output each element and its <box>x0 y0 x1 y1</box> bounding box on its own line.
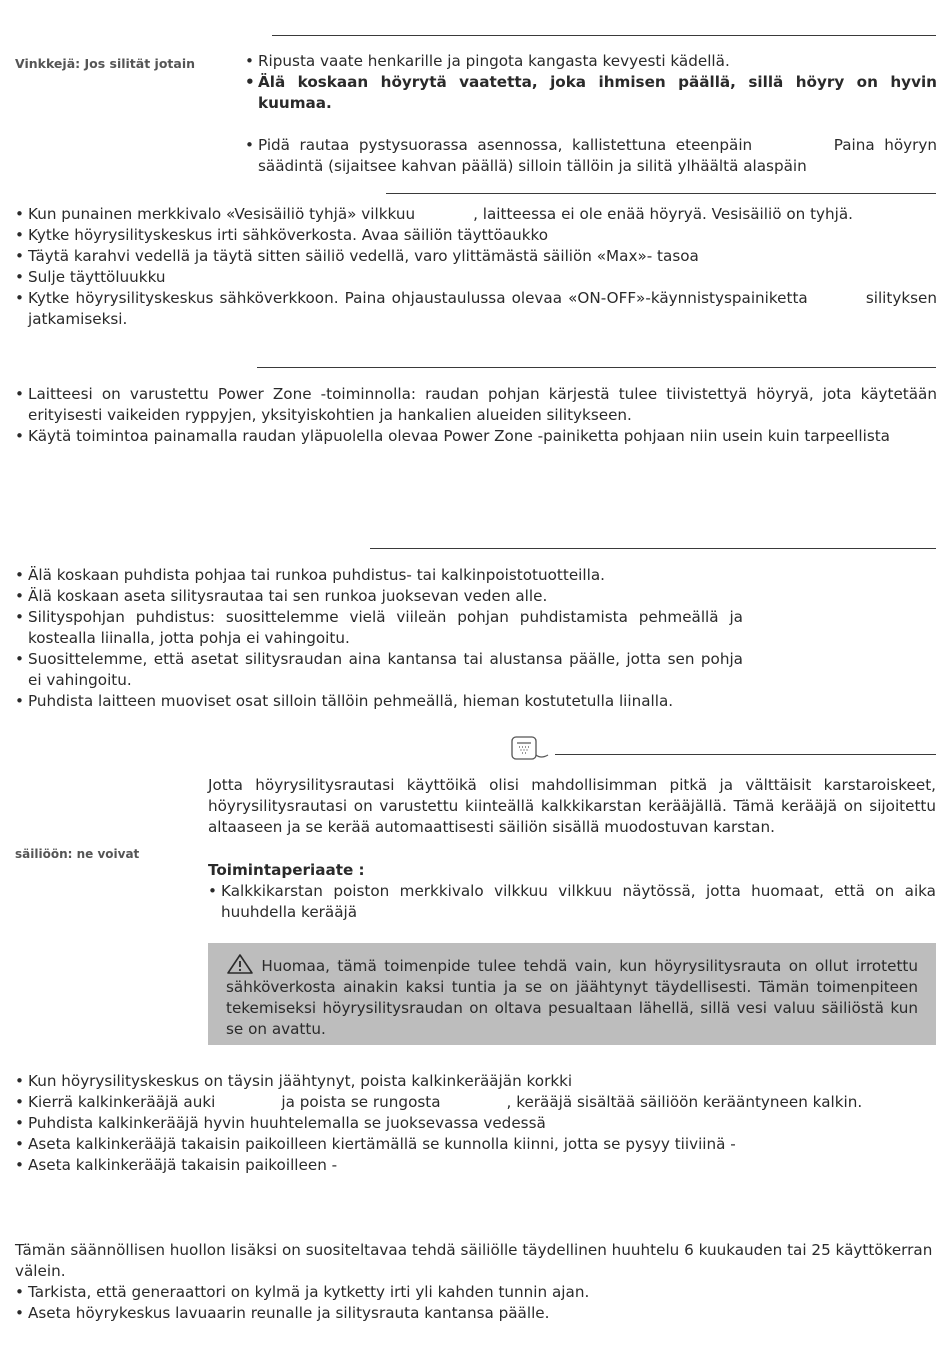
flush-list <box>15 1282 937 1324</box>
collector-steps-list <box>15 1071 937 1176</box>
list-item-warning: • Älä koskaan höyrytä vaatetta, joka ihmisen päällä, sillä höyry on hyvin kuumaa. <box>245 72 937 114</box>
list-item: • Älä koskaan aseta silitysrautaa tai sen runkoa juoksevan veden alle. <box>15 586 937 607</box>
section-rule-1 <box>272 35 936 36</box>
list-item: • Kalkkikarstan poiston merkkivalo vilkkuu vilkkuu näytössä, jotta huomaat, että on aika huuhdella kerääjä <box>208 881 936 923</box>
list-item: • Aseta kalkinkerääjä takaisin paikoilleen kiertämällä se kunnolla kiinni, jotta se pysyy tiiviinä - <box>15 1134 937 1155</box>
list-item: • Suosittelemme, että asetat silitysraudan aina kantansa tai alustansa päälle, jotta sen pohja ei vahingoitu. <box>15 649 743 691</box>
descale-icon <box>510 735 550 763</box>
list-item: • Aseta kalkinkerääjä takaisin paikoilleen - <box>15 1155 937 1176</box>
side-label-tank: säiliöön: ne voivat <box>15 847 140 861</box>
list-item: • Laitteesi on varustettu Power Zone -toiminnolla: raudan pohjan kärjestä tulee tiivistettyä höyryä, jota käytetään erityisesti vaikeiden ryppyjen, yksityiskohtien ja hankalien alueiden silitykseen. <box>15 384 937 426</box>
list-item: • Puhdista laitteen muoviset osat silloin tällöin pehmeällä, hieman kostutetulla liinalla. <box>15 691 937 712</box>
list-item: • Aseta höyrykeskus lavuaarin reunalle ja silitysrauta kantansa päälle. <box>15 1303 937 1324</box>
list-item: • Sulje täyttöluukku <box>15 267 937 288</box>
principle-list <box>208 881 936 923</box>
list-item: • Pidä rautaa pystysuorassa asennossa, kallistettuna eteenpäin Paina höyryn säädintä (sijaitsee kahvan päällä) silloin tällöin ja silitä ylhäältä alaspäin <box>245 135 937 177</box>
warning-triangle-icon <box>226 953 254 975</box>
refill-list <box>15 204 937 330</box>
list-item: • Kytke höyrysilityskeskus sähköverkkoon. Paina ohjaustaulussa olevaa «ON-OFF»-käynnistyspainiketta silityksen jatkamiseksi. <box>15 288 937 330</box>
list-item: • Silityspohjan puhdistus: suosittelemme vielä viileän pohjan puhdistamista pehmeällä ja kostealla liinalla, jotta pohja ei vahingoitu. <box>15 607 743 649</box>
flush-intro: Tämän säännöllisen huollon lisäksi on suositeltavaa tehdä säiliölle täydellinen huuhtelu 6 kuukauden tai 25 käyttökerran välein. <box>15 1241 933 1280</box>
power-zone-list <box>15 384 937 447</box>
list-item: • Kun punainen merkkivalo «Vesisäiliö tyhjä» vilkkuu , laitteessa ei ole enää höyryä. Vesisäiliö on tyhjä. <box>15 204 937 225</box>
list-item: • Täytä karahvi vedellä ja täytä sitten säiliö vedellä, varo ylittämästä säiliön «Max»- tasoa <box>15 246 937 267</box>
section-rule-3 <box>257 367 936 368</box>
warning-text: Huomaa, tämä toimenpide tulee tehdä vain, kun höyrysilitysrauta on ollut irrotettu sähköverkosta ainakin kaksi tuntia ja se on jäähtynyt täydellisesti. Tämän toimenpiteen tekemiseksi höyrysilitysraudan on oltava pesualtaan lähellä, sillä vesi valuu säiliöstä kun se on avattu. <box>226 957 918 1038</box>
list-item: • Kytke höyrysilityskeskus irti sähköverkosta. Avaa säiliön täyttöaukko <box>15 225 937 246</box>
descaling-intro: Jotta höyrysilitysrautasi käyttöikä olisi mahdollisimman pitkä ja välttäisit karstaroiskeet, höyrysilitysrautasi on varustettu kiinteällä kalkkikarstan kerääjällä. Tämä kerääjä on sijoitettu altaaseen ja se kerää automaattisesti säiliön sisällä muodostuvan karstan. <box>208 776 936 836</box>
section-rule-4 <box>370 548 936 549</box>
side-label-tips: Vinkkejä: Jos silität jotain <box>15 56 196 71</box>
principle-heading: Toimintaperiaate : <box>208 861 365 879</box>
list-item: • Käytä toimintoa painamalla raudan yläpuolella olevaa Power Zone -painiketta pohjaan niin usein kuin tarpeellista <box>15 426 937 447</box>
list-item: • Tarkista, että generaattori on kylmä ja kytketty irti yli kahden tunnin ajan. <box>15 1282 937 1303</box>
tips-list <box>245 51 937 177</box>
list-item: • Kun höyrysilityskeskus on täysin jäähtynyt, poista kalkinkerääjän korkki <box>15 1071 937 1092</box>
section-rule-5 <box>555 754 936 755</box>
list-item: • Ripusta vaate henkarille ja pingota kangasta kevyesti kädellä. <box>245 51 937 72</box>
warning-box <box>208 943 936 1045</box>
section-rule-2 <box>386 193 936 194</box>
list-item: • Älä koskaan puhdista pohjaa tai runkoa puhdistus- tai kalkinpoistotuotteilla. <box>15 565 937 586</box>
list-item: • Puhdista kalkinkerääjä hyvin huuhtelemalla se juoksevassa vedessä <box>15 1113 937 1134</box>
cleaning-list <box>15 565 937 712</box>
list-item: • Kierrä kalkinkerääjä auki ja poista se rungosta , kerääjä sisältää säiliöön kerääntyneen kalkin. <box>15 1092 937 1113</box>
